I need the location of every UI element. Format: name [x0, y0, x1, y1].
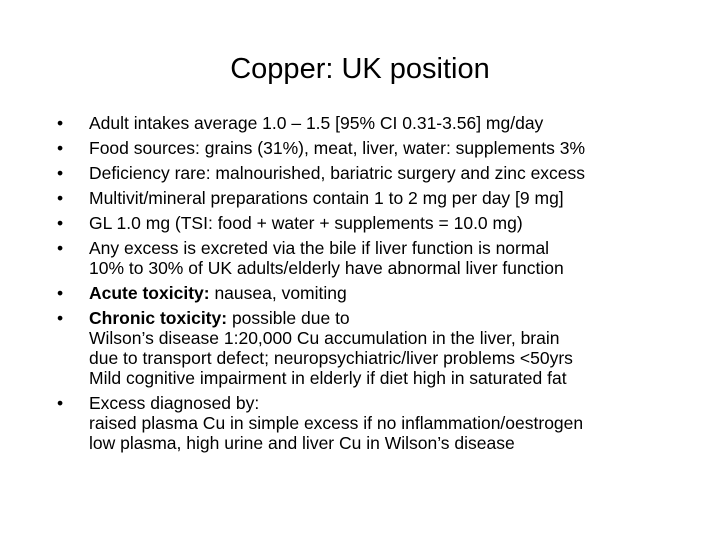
bullet-item [0, 138, 720, 158]
bullet-text: Deficiency rare: malnourished, bariatric surgery and zinc excess [89, 163, 586, 183]
bullet-item [0, 213, 720, 233]
bullet-text-rest: nausea, vomiting [209, 283, 347, 303]
bullet-text-continued: due to transport defect; neuropsychiatric/liver problems <50yrs [89, 348, 573, 368]
bullet-text [89, 283, 720, 303]
bullet-text: Food sources: grains (31%), meat, liver, water: supplements 3% [89, 138, 586, 158]
bullet-item [0, 308, 720, 388]
bullet-text-continued: low plasma, high urine and liver Cu in Wilson’s disease [89, 433, 515, 453]
bullet-text: Adult intakes average 1.0 – 1.5 [95% CI 0.31-3.56] mg/day [89, 113, 544, 133]
bullet-item [0, 283, 720, 303]
bullet-item [0, 163, 720, 183]
slide-title: Copper: UK position [230, 53, 490, 85]
bullet-dot: • [57, 113, 64, 133]
bullet-dot: • [57, 188, 64, 208]
bullet-bold-label: Acute toxicity: [89, 283, 210, 303]
bullet-text-continued: 10% to 30% of UK adults/elderly have abnormal liver function [89, 258, 564, 278]
bullet-item [0, 188, 720, 208]
bullet-item [0, 393, 720, 453]
bullet-text-rest: possible due to [227, 308, 350, 328]
bullet-dot: • [57, 138, 64, 158]
bullet-text [89, 308, 720, 328]
bullet-dot: • [57, 163, 64, 183]
bullet-dot: • [57, 308, 64, 328]
bullet-dot: • [57, 238, 64, 258]
bullet-bold-label: Chronic toxicity: [89, 308, 228, 328]
bullet-text-continued: Wilson’s disease 1:20,000 Cu accumulation in the liver, brain [89, 328, 560, 348]
bullet-text: Excess diagnosed by: [89, 393, 260, 413]
bullet-text: Any excess is excreted via the bile if liver function is normal [89, 238, 550, 258]
bullet-item [0, 238, 720, 278]
bullet-text: Multivit/mineral preparations contain 1 to 2 mg per day [9 mg] [89, 188, 564, 208]
bullet-dot: • [57, 393, 64, 413]
bullet-text-continued: Mild cognitive impairment in elderly if diet high in saturated fat [89, 368, 567, 388]
bullet-list [0, 113, 720, 458]
bullet-item [0, 113, 720, 133]
bullet-dot: • [57, 283, 64, 303]
bullet-text: GL 1.0 mg (TSI: food + water + supplements = 10.0 mg) [89, 213, 523, 233]
bullet-dot: • [57, 213, 64, 233]
bullet-text-continued: raised plasma Cu in simple excess if no inflammation/oestrogen [89, 413, 584, 433]
